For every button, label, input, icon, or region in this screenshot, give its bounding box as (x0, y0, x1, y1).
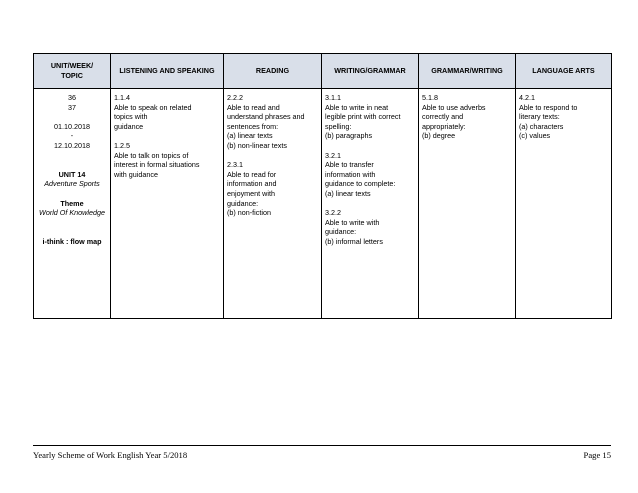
cell-line: information and (227, 179, 277, 189)
language-arts-cell (516, 89, 612, 319)
cell-line: literary texts: (519, 112, 560, 122)
cell-line: Able to speak on related (114, 102, 192, 112)
cell-line: (a) linear texts (227, 131, 273, 141)
date-separator: - (70, 131, 74, 141)
cell-line: appropriately: (422, 121, 466, 131)
grammar-cell (419, 89, 516, 319)
cell-line: 2.3.1 (227, 160, 243, 170)
cell-line: guidance: (227, 198, 259, 208)
header-listening-speaking: LISTENING AND SPEAKING (111, 54, 224, 89)
cell-line: 3.1.1 (325, 93, 341, 102)
cell-line: 3.2.2 (325, 208, 341, 218)
cell-line: 4.2.1 (519, 93, 535, 102)
cell-line: enjoyment with (227, 188, 275, 198)
cell-line: Able to respond to (519, 102, 578, 112)
cell-line: (b) non-fiction (227, 208, 271, 218)
footer-page-number: Page 15 (583, 450, 611, 460)
week-a: 36 (68, 93, 76, 102)
cell-line: (b) paragraphs (325, 131, 373, 141)
cell-line: spelling: (325, 121, 352, 131)
header-row (34, 54, 612, 89)
footer-document-title: Yearly Scheme of Work English Year 5/2018 (33, 450, 188, 460)
scheme-table (33, 53, 612, 319)
unit-title: Adventure Sports (44, 179, 100, 189)
header-unit-week-topic: UNIT/WEEK/ TOPIC (34, 54, 111, 89)
cell-line: guidance (114, 121, 144, 131)
cell-line: Able to write with (325, 217, 380, 227)
listening-cell (111, 89, 224, 319)
cell-line: 1.2.5 (114, 140, 130, 150)
cell-line: Able to transfer (325, 160, 374, 170)
header-writing-grammar: WRITING/GRAMMAR (322, 54, 419, 89)
cell-line: (a) characters (519, 121, 564, 131)
cell-line: sentences from: (227, 121, 279, 131)
cell-line: 1.1.4 (114, 93, 130, 102)
cell-line: guidance: (325, 227, 357, 237)
header-grammar-writing: GRAMMAR/WRITING (419, 54, 516, 89)
ithink-label: i-think : flow map (42, 236, 102, 246)
unit-number: UNIT 14 (58, 169, 86, 179)
date-end: 12.10.2018 (54, 140, 90, 150)
cell-line: (b) degree (422, 131, 456, 141)
cell-line: (a) linear texts (325, 188, 371, 198)
unit-week-cell (34, 89, 111, 319)
cell-line: 5.1.8 (422, 93, 438, 102)
cell-line: correctly and (422, 112, 464, 122)
theme-name: World Of Knowledge (39, 208, 105, 218)
theme-label: Theme (60, 198, 84, 208)
cell-line: Able to talk on topics of (114, 150, 189, 160)
cell-line: 3.2.1 (325, 150, 341, 160)
cell-line: information with (325, 169, 376, 179)
cell-line: topics with (114, 112, 148, 122)
cell-line: (c) values (519, 131, 551, 141)
cell-line: Able to use adverbs (422, 102, 486, 112)
cell-line: legible print with correct (325, 112, 401, 122)
week-b: 37 (68, 102, 76, 112)
cell-line: Able to read and (227, 102, 280, 112)
content-row (34, 89, 612, 319)
cell-line: with guidance (114, 169, 158, 179)
writing-cell (322, 89, 419, 319)
cell-line: guidance to complete: (325, 179, 396, 189)
cell-line: Able to read for (227, 169, 277, 179)
date-start: 01.10.2018 (54, 121, 90, 131)
cell-line: understand phrases and (227, 112, 305, 122)
cell-line: Able to write in neat (325, 102, 389, 112)
cell-line: (b) informal letters (325, 236, 383, 246)
header-reading: READING (224, 54, 322, 89)
cell-line: interest in formal situations (114, 160, 200, 170)
cell-line: (b) non-linear texts (227, 140, 287, 150)
cell-line: 2.2.2 (227, 93, 243, 102)
reading-cell (224, 89, 322, 319)
header-language-arts: LANGUAGE ARTS (516, 54, 612, 89)
footer-divider (33, 445, 611, 446)
